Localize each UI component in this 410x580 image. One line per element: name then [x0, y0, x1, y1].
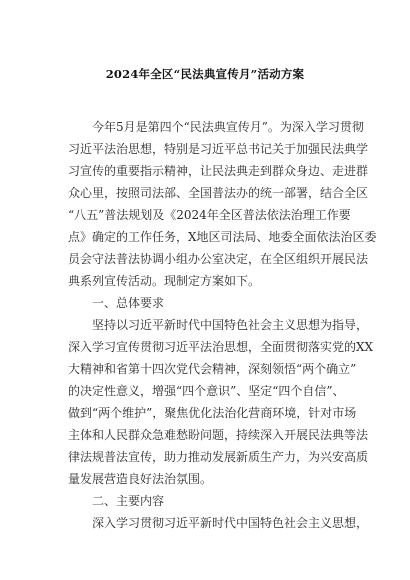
intro-line-3: 习宣传的重要指示精神，让民法典走到群众身边、走进群: [68, 164, 369, 178]
intro-line-4: 众心里，按照司法部、全国普法办的统一部署，结合全区: [68, 186, 369, 200]
intro-line-1: 今年5月是第四个“民法典宣传月”。为深入学习贯彻: [92, 120, 364, 134]
section-1-line-7: 律法规普法宣传，助力推动发展新质生产力，为兴安高质: [68, 450, 369, 464]
intro-line-2: 习近平法治思想，特别是习近平总书记关于加强民法典学: [68, 142, 369, 156]
section-1-line-3: 大精神和省第十四次党代会精神，深刻领悟“两个确立”: [68, 362, 357, 376]
intro-line-6: 点》确定的工作任务，X地区司法局、地委全面依法治区委: [68, 230, 377, 244]
section-2-line-1: 深入学习贯彻习近平新时代中国特色社会主义思想，: [92, 516, 369, 530]
intro-line-7: 员会守法普法协调小组办公室决定，在全区组织开展民法: [68, 252, 369, 266]
section-1-line-1: 坚持以习近平新时代中国特色社会主义思想为指导，: [92, 318, 369, 332]
intro-line-8: 典系列宣传活动。现制定方案如下。: [68, 274, 261, 288]
section-1-line-5: 做到“两个维护”，聚焦优化法治化营商环境，针对市场: [68, 406, 357, 420]
section-1-line-8: 量发展营造良好法治氛围。: [68, 472, 213, 486]
section-1-line-2: 深入学习宣传贯彻习近平法治思想，全面贯彻落实党的XX: [68, 340, 374, 354]
document-title: 2024年全区“民法典宣传月”活动方案: [105, 67, 305, 81]
section-1-line-6: 主体和人民群众急难愁盼问题，持续深入开展民法典等法: [68, 428, 369, 442]
intro-line-5: “八五”普法规划及《2024年全区普法依法治理工作要: [68, 208, 351, 222]
section-1-line-4: 的决定性意义，增强“四个意识”、坚定“四个自信”、: [68, 384, 345, 398]
section-1-heading: 一、总体要求: [92, 296, 165, 310]
section-2-heading: 二、主要内容: [92, 494, 165, 508]
